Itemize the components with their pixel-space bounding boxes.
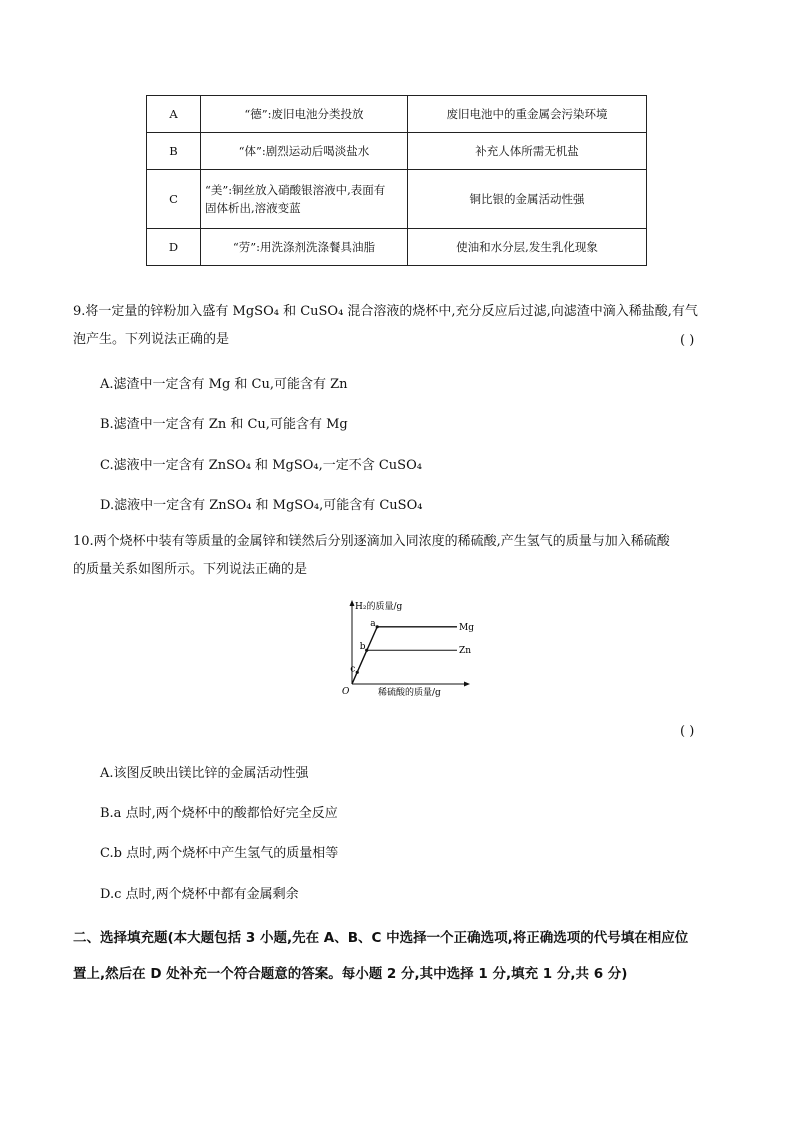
q9-option-b: B.滤渣中一定含有 Zn 和 Cu,可能含有 Mg (100, 417, 348, 432)
table-row (147, 170, 647, 229)
row-explanation: 铜比银的金属活动性强 (408, 170, 647, 229)
q10-option-d: D.c 点时,两个烧杯中都有金属剩余 (100, 887, 299, 902)
series-line-zn (352, 650, 457, 684)
point-b (365, 649, 368, 652)
row-explanation: 使油和水分层,发生乳化现象 (408, 229, 647, 266)
q9-option-a: A.滤渣中一定含有 Mg 和 Cu,可能含有 Zn (100, 377, 348, 392)
q10-option-c: C.b 点时,两个烧杯中产生氢气的质量相等 (100, 846, 339, 861)
q10-option-b: B.a 点时,两个烧杯中的酸都恰好完全反应 (100, 806, 338, 821)
point-label-b: b (359, 642, 366, 653)
series-label-zn: Zn (459, 646, 472, 657)
row-activity: “德”:废旧电池分类投放 (201, 96, 408, 133)
series-line-mg (352, 627, 457, 684)
q10-stem-line2: 的质量关系如图所示。下列说法正确的是 (73, 562, 308, 577)
row-key: D (147, 229, 201, 266)
q10-answer-paren: ( ) (680, 724, 695, 739)
q9-option-c: C.滤液中一定含有 ZnSO₄ 和 MgSO₄,一定不含 CuSO₄ (100, 458, 422, 473)
series-label-mg: Mg (459, 622, 474, 633)
h2-mass-chart (336, 596, 476, 704)
table-row (147, 133, 647, 170)
point-label-a: a (370, 618, 376, 629)
row-activity-line: “美”:铜丝放入硝酸银溶液中,表面有 (205, 183, 386, 197)
row-explanation: 废旧电池中的重金属会污染环境 (408, 96, 647, 133)
row-activity: “体”:剧烈运动后喝淡盐水 (201, 133, 408, 170)
section2-heading-line1: 二、选择填充题(本大题包括 3 小题,先在 A、B、C 中选择一个正确选项,将正确选项的代号填在相应位 (73, 930, 689, 946)
origin-label: O (342, 687, 350, 697)
row-explanation: 补充人体所需无机盐 (408, 133, 647, 170)
q10-stem-line1: 10.两个烧杯中装有等质量的金属锌和镁然后分别逐滴加入同浓度的稀硫酸,产生氢气的质量与加入稀硫酸 (73, 534, 670, 549)
row-key: B (147, 133, 201, 170)
options-table (146, 95, 647, 266)
row-activity-line: 固体析出,溶液变蓝 (205, 201, 301, 215)
row-activity: “劳”:用洗涤剂洗涤餐具油脂 (201, 229, 408, 266)
table-row (147, 96, 647, 133)
y-axis-label: H₂的质量/g (355, 602, 403, 612)
q9-option-d: D.滤液中一定含有 ZnSO₄ 和 MgSO₄,可能含有 CuSO₄ (100, 498, 423, 513)
row-key: C (147, 170, 201, 229)
q9-stem-line2: 泡产生。下列说法正确的是 (73, 332, 230, 347)
row-key: A (147, 96, 201, 133)
point-label-c: c (350, 664, 356, 675)
x-axis-arrow (464, 682, 470, 687)
q9-stem-line1: 9.将一定量的锌粉加入盛有 MgSO₄ 和 CuSO₄ 混合溶液的烧杯中,充分反应后过滤,向滤渣中滴入稀盐酸,有气 (73, 304, 698, 319)
row-activity (201, 170, 408, 229)
section2-heading-line2: 置上,然后在 D 处补充一个符合题意的答案。每小题 2 分,其中选择 1 分,填充 1 分,共 6 分) (73, 966, 628, 982)
q9-answer-paren: ( ) (680, 333, 695, 348)
x-axis-label: 稀硫酸的质量/g (378, 688, 441, 698)
point-a (376, 625, 379, 628)
point-c (356, 671, 359, 674)
table-row (147, 229, 647, 266)
y-axis-arrow (350, 600, 355, 606)
q10-option-a: A.该图反映出镁比锌的金属活动性强 (100, 766, 309, 781)
